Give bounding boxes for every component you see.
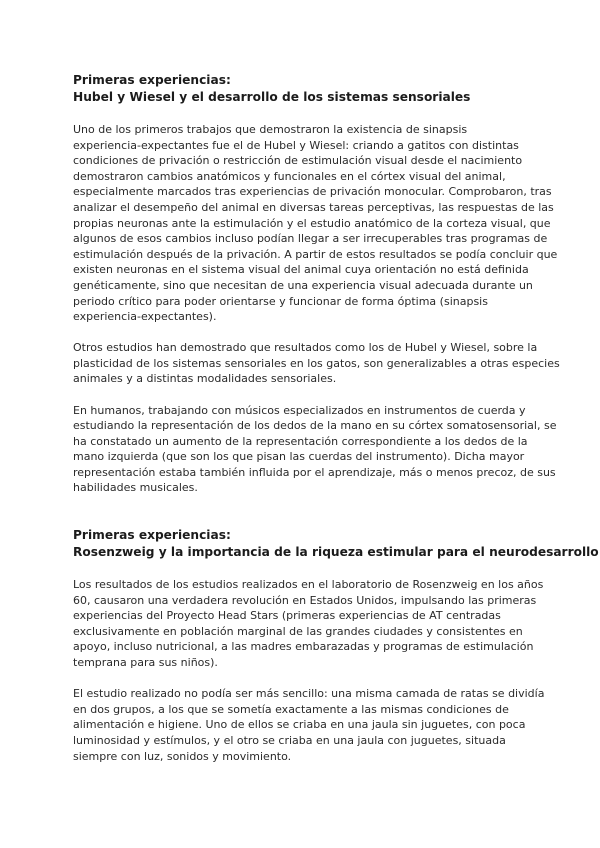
paragraph (73, 122, 557, 325)
heading-line: Primeras experiencias: (73, 73, 231, 87)
text-line: Uno de los primeros trabajos que demostraron la existencia de sinapsis (73, 123, 468, 136)
text-line: En humanos, trabajando con músicos especializados en instrumentos de cuerda y (73, 403, 526, 417)
text-line: condiciones de privación o restricción de estimulación visual desde el nacimiento (73, 154, 523, 168)
text-line: en dos grupos, a los que se sometía exactamente a las mismas condiciones de (73, 702, 509, 716)
heading-line: Rosenzweig y la importancia de la riqueza estimular para el neurodesarrollo (73, 544, 599, 559)
text-line: animales y a distintas modalidades sensoriales. (73, 372, 337, 386)
text-line: demostraron cambios anatómicos y funcionales en el córtex visual del animal, (73, 169, 506, 183)
section-heading-rosenzweig (73, 527, 599, 560)
text-line: habilidades musicales. (73, 481, 198, 495)
paragraph (73, 403, 557, 497)
text-line: luminosidad y estímulos, y el otro se criaba en una jaula con juguetes, situada (73, 733, 506, 747)
text-line: periodo crítico para poder orientarse y funcionar de forma óptima (sinapsis (73, 294, 488, 308)
text-line: experiencia-expectantes fue el de Hubel y Wiesel: criando a gatitos con distintas (73, 138, 519, 152)
text-line: representación estaba también influida por el aprendizaje, más o menos precoz, de sus (73, 465, 556, 479)
paragraph (73, 686, 557, 764)
section-heading-hubel-wiesel (73, 72, 557, 105)
text-line: estimulación después de la privación. A partir de estos resultados se podía concluir que (73, 247, 558, 261)
text-line: El estudio realizado no podía ser más sencillo: una misma camada de ratas se dividía (73, 687, 545, 701)
text-line: apoyo, incluso nutricional, a las madres embarazadas y programas de estimulación (73, 640, 534, 654)
text-line: especialmente marcados tras experiencias de privación monocular. Comprobaron, tras (73, 185, 552, 199)
text-line: estudiando la representación de los dedos de la mano en su córtex somatosensorial, se (73, 419, 557, 433)
text-line: Otros estudios han demostrado que resultados como los de Hubel y Wiesel, sobre la (73, 341, 538, 355)
text-line: siempre con luz, sonidos y movimiento. (73, 749, 292, 763)
text-line: ha constatado un aumento de la representación correspondiente a los dedos de la (73, 434, 528, 448)
text-line: genéticamente, sino que necesitan de una experiencia visual adecuada durante un (73, 278, 533, 292)
text-line: exclusivamente en población marginal de las grandes ciudades y consistentes en (73, 624, 523, 638)
text-line: algunos de esos cambios incluso podían llegar a ser irrecuperables tras programas de (73, 232, 548, 246)
text-line: Los resultados de los estudios realizados en el laboratorio de Rosenzweig en los años (73, 578, 544, 592)
paragraph (73, 577, 557, 671)
text-line: 60, causaron una verdadera revolución en Estados Unidos, impulsando las primeras (73, 593, 537, 607)
text-line: existen neuronas en el sistema visual del animal cuya orientación no está definida (73, 263, 529, 277)
text-line: experiencias del Proyecto Head Stars (primeras experiencias de AT centradas (73, 609, 501, 623)
text-line: mano izquierda (que son los que pisan las cuerdas del instrumento). Dicha mayor (73, 450, 525, 464)
text-line: propias neuronas ante la estimulación y el estudio anatómico de la corteza visual, que (73, 216, 551, 230)
text-line: plasticidad de los sistemas sensoriales en los gatos, son generalizables a otras especies (73, 356, 560, 370)
heading-line: Primeras experiencias: (73, 528, 231, 543)
text-line: analizar el desempeño del animal en diversas tareas perceptivas, las respuestas de las (73, 200, 554, 214)
paragraph (73, 340, 560, 387)
text-line: alimentación e higiene. Uno de ellos se criaba en una jaula sin juguetes, con poca (73, 718, 526, 732)
text-line: experiencia-expectantes). (73, 310, 217, 324)
heading-line: Hubel y Wiesel y el desarrollo de los sistemas sensoriales (73, 89, 471, 104)
document-page (73, 72, 599, 764)
text-line: temprana para sus niños). (73, 656, 218, 670)
